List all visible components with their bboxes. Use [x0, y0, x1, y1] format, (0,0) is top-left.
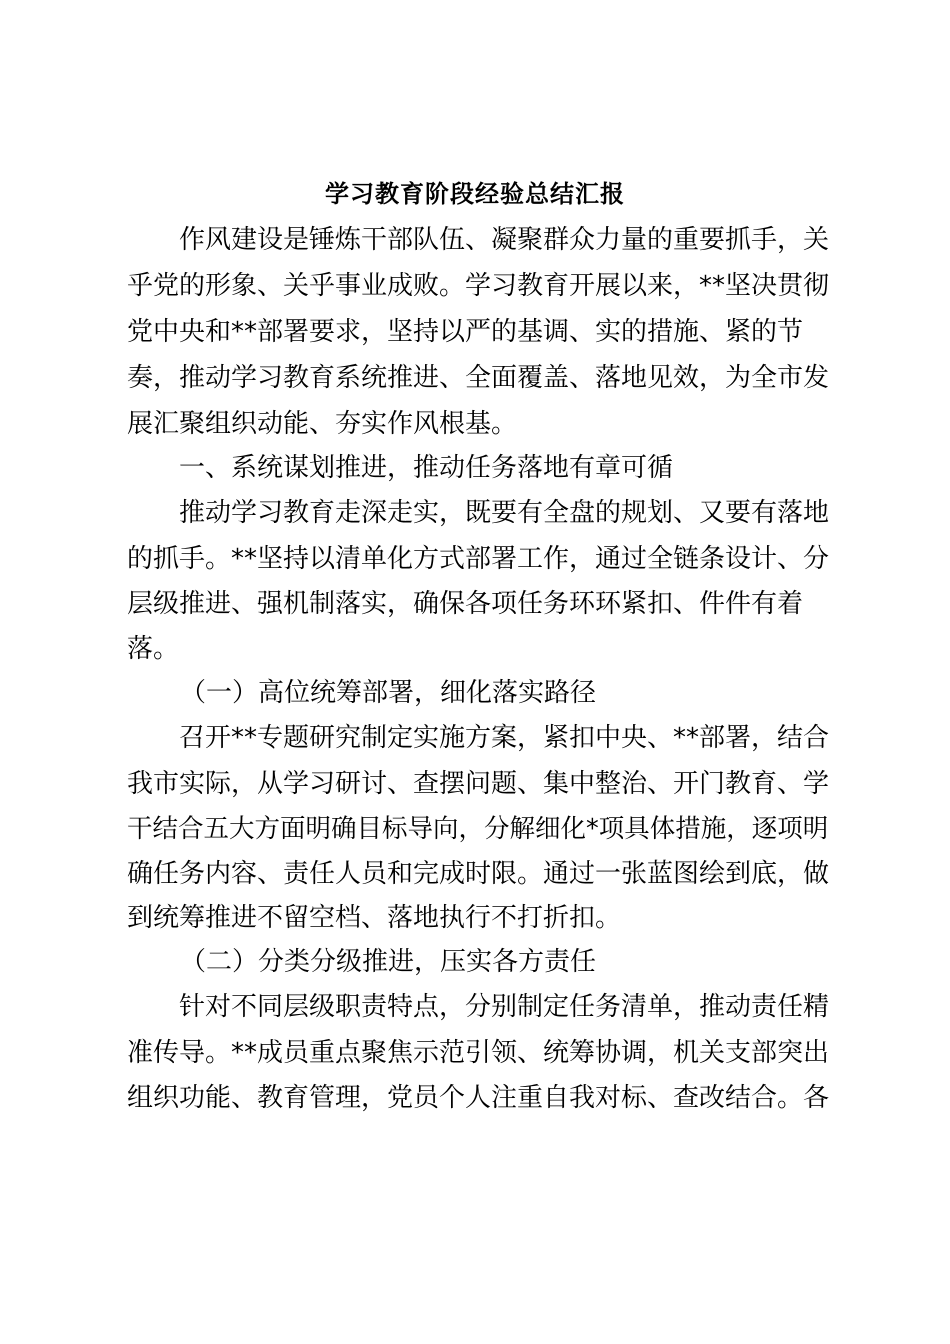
paragraph-2-line-1: 推动学习教育走深走实，既要有全盘的规划、又要有落地 [179, 498, 830, 528]
paragraph-3-line-3: 干结合五大方面明确目标导向，分解细化*项具体措施，逐项明 [127, 814, 829, 844]
paragraph-4-line-2: 准传导。**成员重点聚焦示范引领、统筹协调，机关支部突出 [127, 1038, 830, 1068]
paragraph-1-line-4: 奏，推动学习教育系统推进、全面覆盖、落地见效，为全市发 [127, 363, 830, 393]
paragraph-3-line-2: 我市实际，从学习研讨、查摆问题、集中整治、开门教育、学 [127, 769, 830, 799]
paragraph-3-line-1: 召开**专题研究制定实施方案，紧扣中央、**部署，结合 [179, 723, 830, 753]
section-heading-1: 一、系统谋划推进，推动任务落地有章可循 [179, 453, 674, 483]
paragraph-3-line-5: 到统筹推进不留空档、落地执行不打折扣。 [127, 903, 622, 933]
paragraph-4-line-1: 针对不同层级职责特点，分别制定任务清单，推动责任精 [179, 992, 830, 1022]
paragraph-2-line-4: 落。 [127, 634, 180, 664]
paragraph-2-line-2: 的抓手。**坚持以清单化方式部署工作，通过全链条设计、分 [127, 544, 830, 574]
subsection-heading-2: （二）分类分级推进，压实各方责任 [180, 947, 597, 977]
paragraph-1-line-1: 作风建设是锤炼干部队伍、凝聚群众力量的重要抓手，关 [179, 225, 830, 255]
paragraph-2-line-3: 层级推进、强机制落实，确保各项任务环环紧扣、件件有着 [127, 589, 804, 619]
paragraph-1-line-2: 乎党的形象、关乎事业成败。学习教育开展以来，**坚决贯彻 [127, 271, 830, 301]
paragraph-3-line-4: 确任务内容、责任人员和完成时限。通过一张蓝图绘到底，做 [127, 859, 830, 889]
subsection-heading-1: （一）高位统筹部署，细化落实路径 [180, 678, 597, 708]
document-title: 学习教育阶段经验总结汇报 [325, 179, 625, 208]
paragraph-1-line-3: 党中央和**部署要求，坚持以严的基调、实的措施、紧的节 [127, 317, 804, 347]
paragraph-1-line-5: 展汇聚组织动能、夯实作风根基。 [127, 409, 518, 439]
paragraph-4-line-3: 组织功能、教育管理，党员个人注重自我对标、查改结合。各 [127, 1083, 830, 1113]
